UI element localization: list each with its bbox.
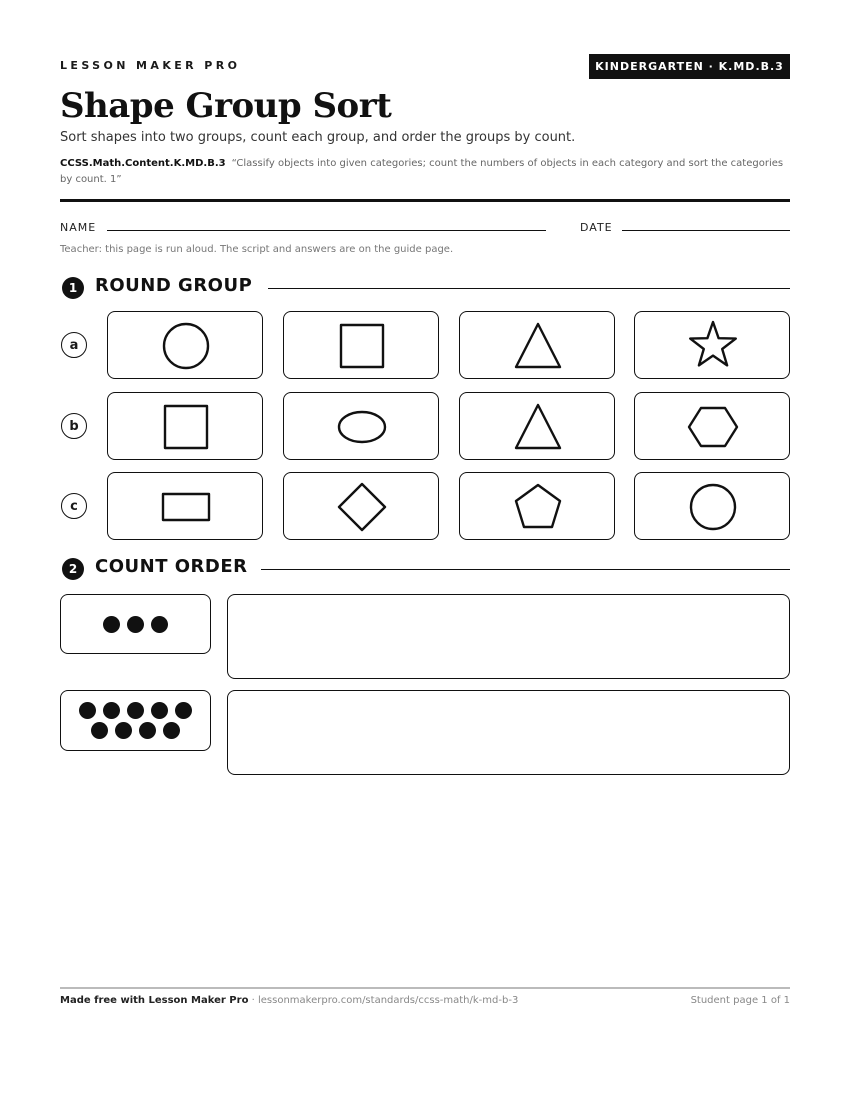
dot-group-1 bbox=[60, 594, 211, 654]
triangle-icon bbox=[460, 393, 616, 461]
teacher-note: Teacher: this page is run aloud. The script and answers are on the guide page. bbox=[60, 244, 454, 255]
count-dot bbox=[151, 616, 168, 633]
shape-card-a-1[interactable] bbox=[107, 311, 263, 379]
pentagon-icon bbox=[460, 473, 616, 541]
shape-card-b-1[interactable] bbox=[107, 392, 263, 460]
answer-box-1[interactable] bbox=[227, 594, 790, 679]
circle-icon bbox=[108, 312, 264, 380]
shape-card-a-3[interactable] bbox=[459, 311, 615, 379]
standard-code: CCSS.Math.Content.K.MD.B.3 bbox=[60, 158, 226, 169]
count-dot bbox=[163, 722, 180, 739]
count-dot bbox=[103, 616, 120, 633]
shape-card-b-4[interactable] bbox=[634, 392, 790, 460]
star-icon bbox=[635, 312, 791, 380]
section-2-number: 2 bbox=[62, 558, 84, 580]
shape-card-a-2[interactable] bbox=[283, 311, 439, 379]
row-label-b: b bbox=[61, 413, 87, 439]
name-label: NAME bbox=[60, 221, 97, 234]
dot-group-2 bbox=[60, 690, 211, 751]
shape-card-a-4[interactable] bbox=[634, 311, 790, 379]
square-icon bbox=[284, 312, 440, 380]
square-icon bbox=[108, 393, 264, 461]
count-dot bbox=[103, 702, 120, 719]
row-label-a: a bbox=[61, 332, 87, 358]
standard-text: “Classify objects into given categories; count the numbers of objects in each category and sort the categories by count. 1” bbox=[60, 158, 784, 185]
footer-credit bbox=[60, 995, 518, 1006]
count-dot bbox=[127, 616, 144, 633]
worksheet-title: Shape Group Sort bbox=[60, 86, 392, 126]
triangle-icon bbox=[460, 312, 616, 380]
rectangle-icon bbox=[108, 473, 264, 541]
hexagon-icon bbox=[635, 393, 791, 461]
footer-made-with: Made free with Lesson Maker Pro bbox=[60, 995, 249, 1006]
diamond-icon bbox=[284, 473, 440, 541]
shape-card-b-2[interactable] bbox=[283, 392, 439, 460]
oval-icon bbox=[284, 393, 440, 461]
shape-card-c-1[interactable] bbox=[107, 472, 263, 540]
count-dot bbox=[175, 702, 192, 719]
section-1-rule bbox=[268, 288, 790, 289]
shape-card-c-2[interactable] bbox=[283, 472, 439, 540]
row-label-c: c bbox=[61, 493, 87, 519]
footer-page-number: Student page 1 of 1 bbox=[690, 995, 790, 1006]
shape-card-c-4[interactable] bbox=[634, 472, 790, 540]
footer-divider bbox=[60, 987, 790, 989]
header-divider bbox=[60, 199, 790, 202]
count-dot bbox=[151, 702, 168, 719]
standard-citation bbox=[60, 156, 790, 188]
footer-url: · lessonmakerpro.com/standards/ccss-math/k-md-b-3 bbox=[248, 995, 519, 1006]
count-dot bbox=[139, 722, 156, 739]
count-dot bbox=[115, 722, 132, 739]
section-2-rule bbox=[261, 569, 790, 570]
name-write-line[interactable] bbox=[107, 230, 546, 231]
grade-standard-badge: KINDERGARTEN · K.MD.B.3 bbox=[589, 54, 790, 79]
date-label: DATE bbox=[580, 221, 613, 234]
answer-box-2[interactable] bbox=[227, 690, 790, 775]
count-dot bbox=[127, 702, 144, 719]
shape-card-b-3[interactable] bbox=[459, 392, 615, 460]
count-dot bbox=[79, 702, 96, 719]
brand-wordmark: LESSON MAKER PRO bbox=[60, 59, 241, 72]
count-dot bbox=[91, 722, 108, 739]
section-1-title: ROUND GROUP bbox=[95, 275, 253, 296]
section-1-number: 1 bbox=[62, 277, 84, 299]
date-write-line[interactable] bbox=[622, 230, 790, 231]
circle-icon bbox=[635, 473, 791, 541]
section-2-title: COUNT ORDER bbox=[95, 556, 248, 577]
shape-card-c-3[interactable] bbox=[459, 472, 615, 540]
worksheet-subtitle: Sort shapes into two groups, count each group, and order the groups by count. bbox=[60, 130, 576, 145]
